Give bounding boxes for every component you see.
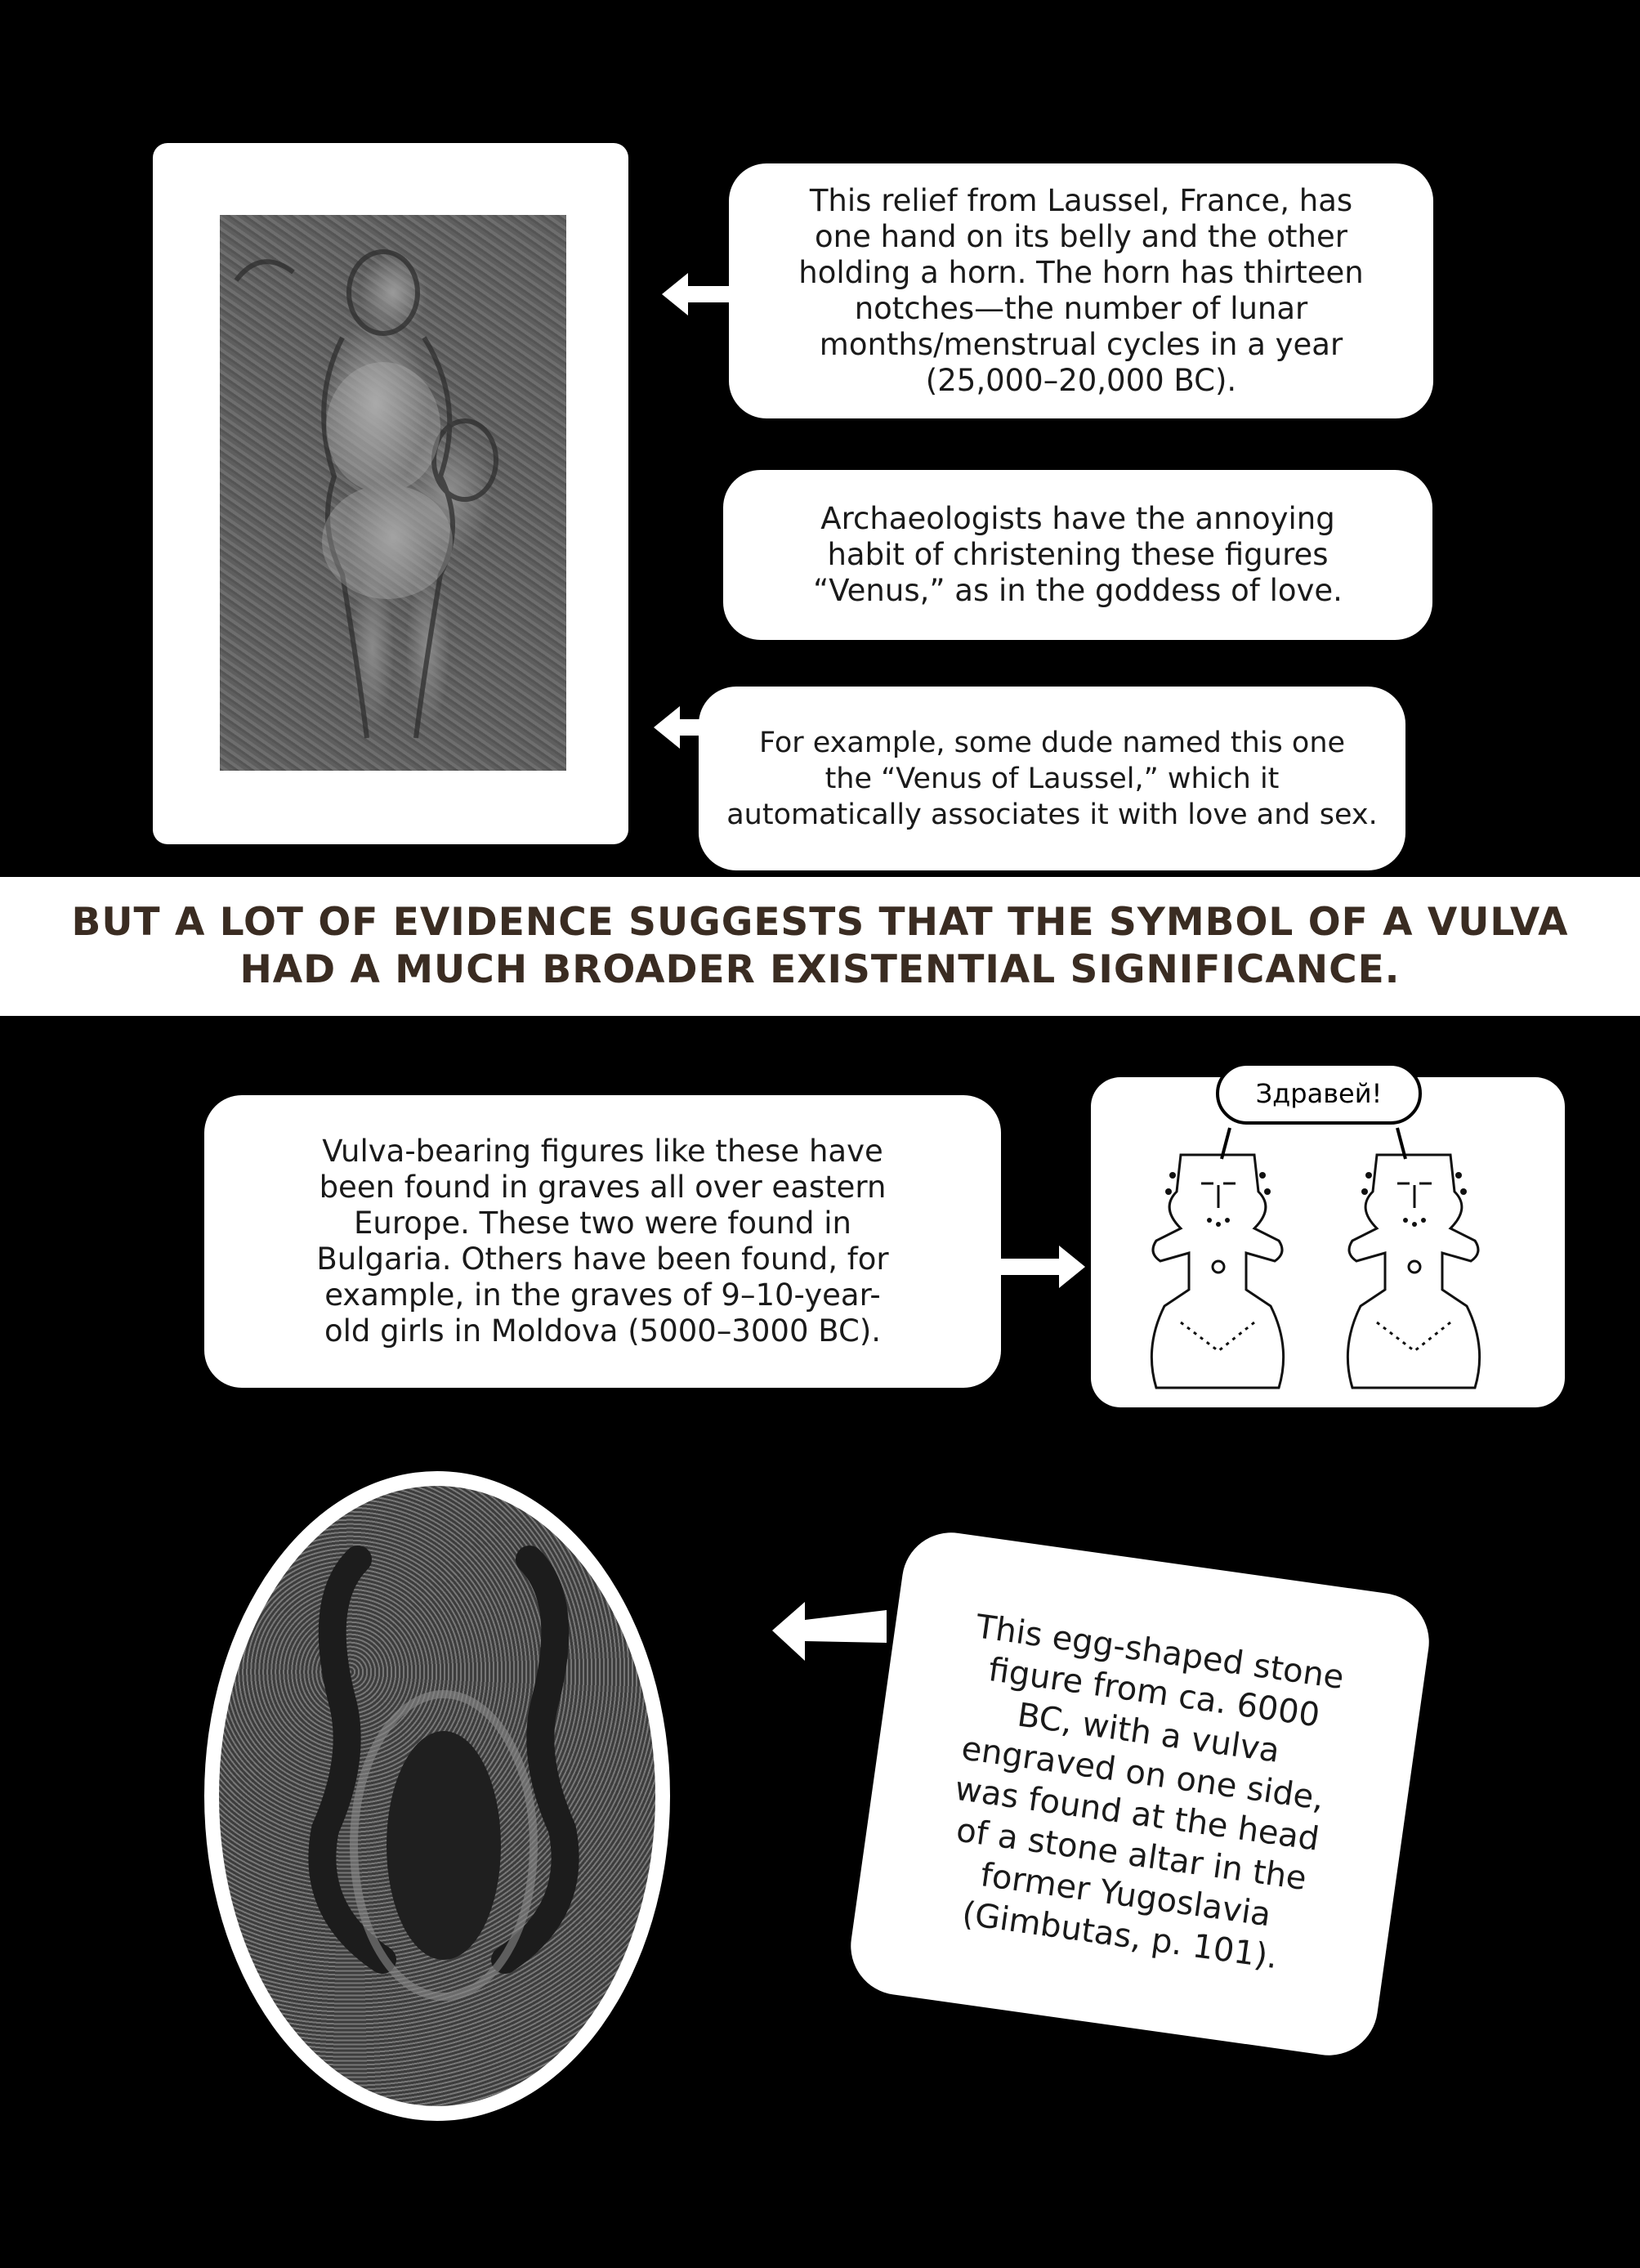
significance-banner: [0, 877, 1640, 1016]
arrow-left-icon: [764, 1586, 887, 1675]
bulgaria-figures-bubble: Vulva-bearing figures like these have been found in graves all over eastern Europe. These two were found in Bulgaria. Others have been found, for example, in the graves of 9–10-year- old girls in Moldova (5000–3000 BC).: [204, 1095, 1001, 1388]
laussel-photo-frame: [153, 143, 628, 844]
egg-stone-bubble: This egg-shaped stone figure from ca. 6000 BC, with a vulva engraved on one side, was found at the head of a stone altar in the former Yugoslavia (Gimbutas, p. 101).: [844, 1527, 1435, 2062]
banner-line-2: HAD A MUCH BROADER EXISTENTIAL SIGNIFICANCE.: [239, 947, 1401, 992]
zdravei-speech-bubble: Здравей!: [1216, 1062, 1422, 1125]
venus-naming-bubble: Archaeologists have the annoying habit of christening these figures “Venus,” as in the goddess of love.: [723, 470, 1432, 640]
vulva-engraving-icon: [219, 1486, 655, 2106]
laussel-relief-photo: [220, 215, 566, 771]
figurines-panel: [1091, 1077, 1565, 1407]
venus-of-laussel-bubble: For example, some dude named this one the “Venus of Laussel,” which it automatically associates it with love and sex.: [699, 687, 1405, 870]
egg-stone-photo: [219, 1486, 655, 2106]
banner-line-1: BUT A LOT OF EVIDENCE SUGGESTS THAT THE SYMBOL OF A VULVA: [71, 900, 1569, 945]
egg-stone-frame: [204, 1471, 670, 2121]
arrow-right-icon: [971, 1234, 1093, 1300]
laussel-caption-bubble: This relief from Laussel, France, has one hand on its belly and the other holding a horn. The horn has thirteen notches—the number of lunar months/menstrual cycles in a year (25,000–20,000 BC).: [729, 163, 1433, 418]
venus-silhouette-icon: [220, 215, 566, 771]
figurines-drawing: [1091, 1077, 1565, 1407]
